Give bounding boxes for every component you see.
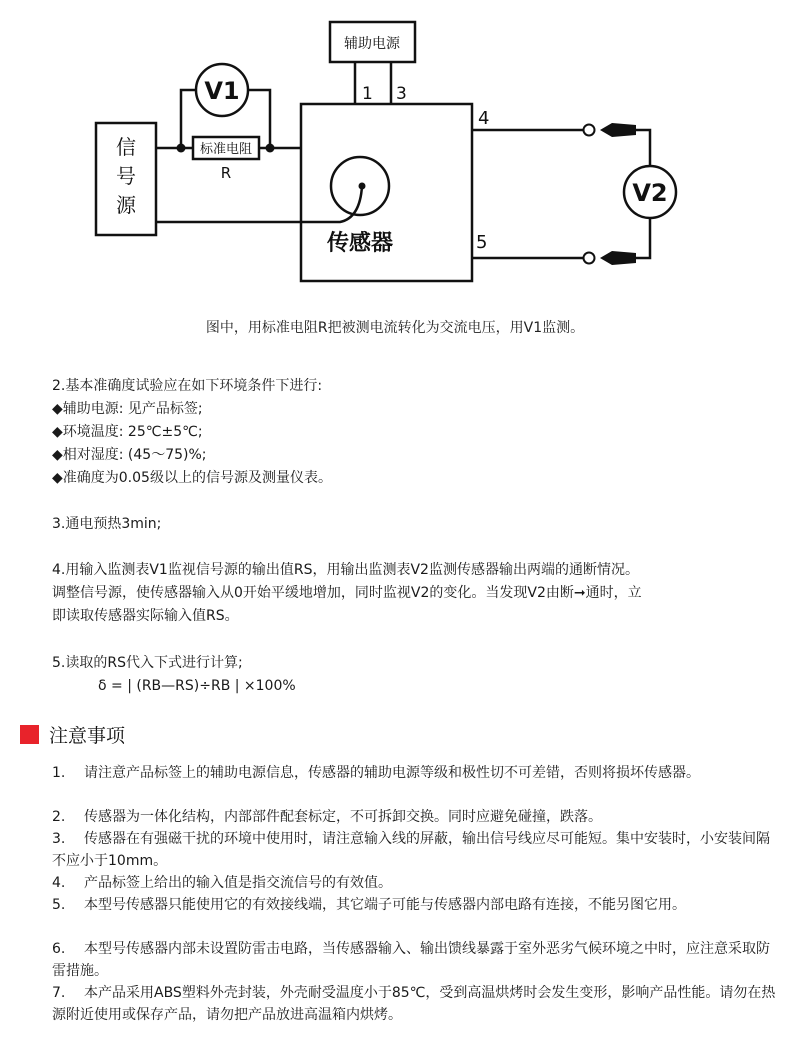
- pin-1-label: 1: [362, 84, 373, 104]
- note-number: 2.: [52, 809, 66, 825]
- pin-4-label: 4: [478, 108, 490, 129]
- note-item: [52, 806, 777, 828]
- aux-power-label: 辅助电源: [344, 36, 400, 52]
- resistor-label: 标准电阻: [199, 142, 253, 157]
- resistor-r-label: R: [220, 164, 232, 182]
- note-item: [52, 982, 777, 1026]
- terminal-5: [584, 253, 595, 264]
- note-item: [52, 872, 777, 894]
- v2-wire-bottom: [603, 218, 650, 258]
- step-5: 5.读取的RS代入下式进行计算;: [52, 655, 243, 671]
- section-marker: [20, 725, 39, 744]
- step-4-line-1: 4.用输入监测表V1监视信号源的输出值RS，用输出监测表V2监测传感器输出两端的通断情况。: [52, 562, 639, 578]
- note-item: [52, 762, 777, 784]
- step-4-line-2: 调整信号源，使传感器输入从0开始平缓地增加，同时监视V2的变化。当发现V2由断➞通时，立: [52, 585, 642, 601]
- step-4-line-3: 即读取传感器实际输入值RS。: [52, 608, 239, 624]
- junction-dot: [177, 144, 186, 153]
- source-label-2: 号: [116, 164, 136, 188]
- note-number: 1.: [52, 765, 66, 781]
- junction-dot: [266, 144, 275, 153]
- note-text: 本型号传感器内部未设置防雷击电路，当传感器输入、输出馈线暴露于室外恶劣气候环境之中时，应注意采取防雷措施。: [52, 941, 770, 979]
- diagram-caption: 图中，用标准电阻R把被测电流转化为交流电压，用V1监测。: [205, 320, 585, 336]
- source-label-3: 源: [116, 193, 136, 217]
- note-text: 产品标签上给出的输入值是指交流信号的有效值。: [84, 875, 392, 891]
- probe-bottom: [600, 251, 636, 265]
- step-2-bullet-humidity: ◆相对湿度: (45～75)%;: [52, 447, 207, 463]
- step-2-bullet-temp: ◆环境温度: 25℃±5℃;: [52, 424, 203, 440]
- note-number: 6.: [52, 941, 66, 957]
- note-text: 传感器为一体化结构，内部部件配套标定，不可拆卸交换。同时应避免碰撞，跌落。: [84, 809, 602, 825]
- note-item: [52, 828, 777, 872]
- note-number: 5.: [52, 897, 66, 913]
- note-item: [52, 894, 777, 916]
- note-text: 请注意产品标签上的辅助电源信息，传感器的辅助电源等级和极性切不可差错，否则将损坏传感器。: [84, 765, 700, 781]
- terminal-4: [584, 125, 595, 136]
- note-number: 4.: [52, 875, 66, 891]
- v1-label: V1: [204, 77, 240, 105]
- source-label-1: 信: [116, 135, 136, 159]
- wiring-diagram: [0, 0, 790, 310]
- note-number: 3.: [52, 831, 66, 847]
- sensor-label: 传感器: [326, 231, 394, 256]
- step-2-heading: 2.基本准确度试验应在如下环境条件下进行:: [52, 378, 323, 394]
- probe-top: [600, 123, 636, 137]
- note-text: 传感器在有强磁干扰的环境中使用时，请注意输入线的屏蔽，输出信号线应尽可能短。集中安装时，小安装间隔不应小于10mm。: [52, 831, 770, 869]
- note-number: 7.: [52, 985, 66, 1001]
- formula: δ = | (RB—RS)÷RB | ×100%: [98, 678, 296, 694]
- note-item: [52, 938, 777, 982]
- step-2-bullet-accuracy: ◆准确度为0.05级以上的信号源及测量仪表。: [52, 470, 332, 486]
- section-title: 注意事项: [49, 724, 126, 747]
- step-3: 3.通电预热3min;: [52, 516, 162, 532]
- note-text: 本产品采用ABS塑料外壳封装，外壳耐受温度小于85℃，受到高温烘烤时会发生变形，影响产品性能。请勿在热源附近使用或保存产品，请勿把产品放进高温箱内烘烤。: [52, 985, 776, 1023]
- section-header: [20, 721, 125, 747]
- ct-center-dot: [359, 183, 366, 190]
- note-text: 本型号传感器只能使用它的有效接线端，其它端子可能与传感器内部电路有连接，不能另图它用。: [84, 897, 686, 913]
- pin-3-label: 3: [396, 84, 407, 104]
- v2-label: V2: [632, 179, 668, 207]
- step-2-bullet-power: ◆辅助电源: 见产品标签;: [52, 401, 203, 417]
- pin-5-label: 5: [476, 232, 488, 253]
